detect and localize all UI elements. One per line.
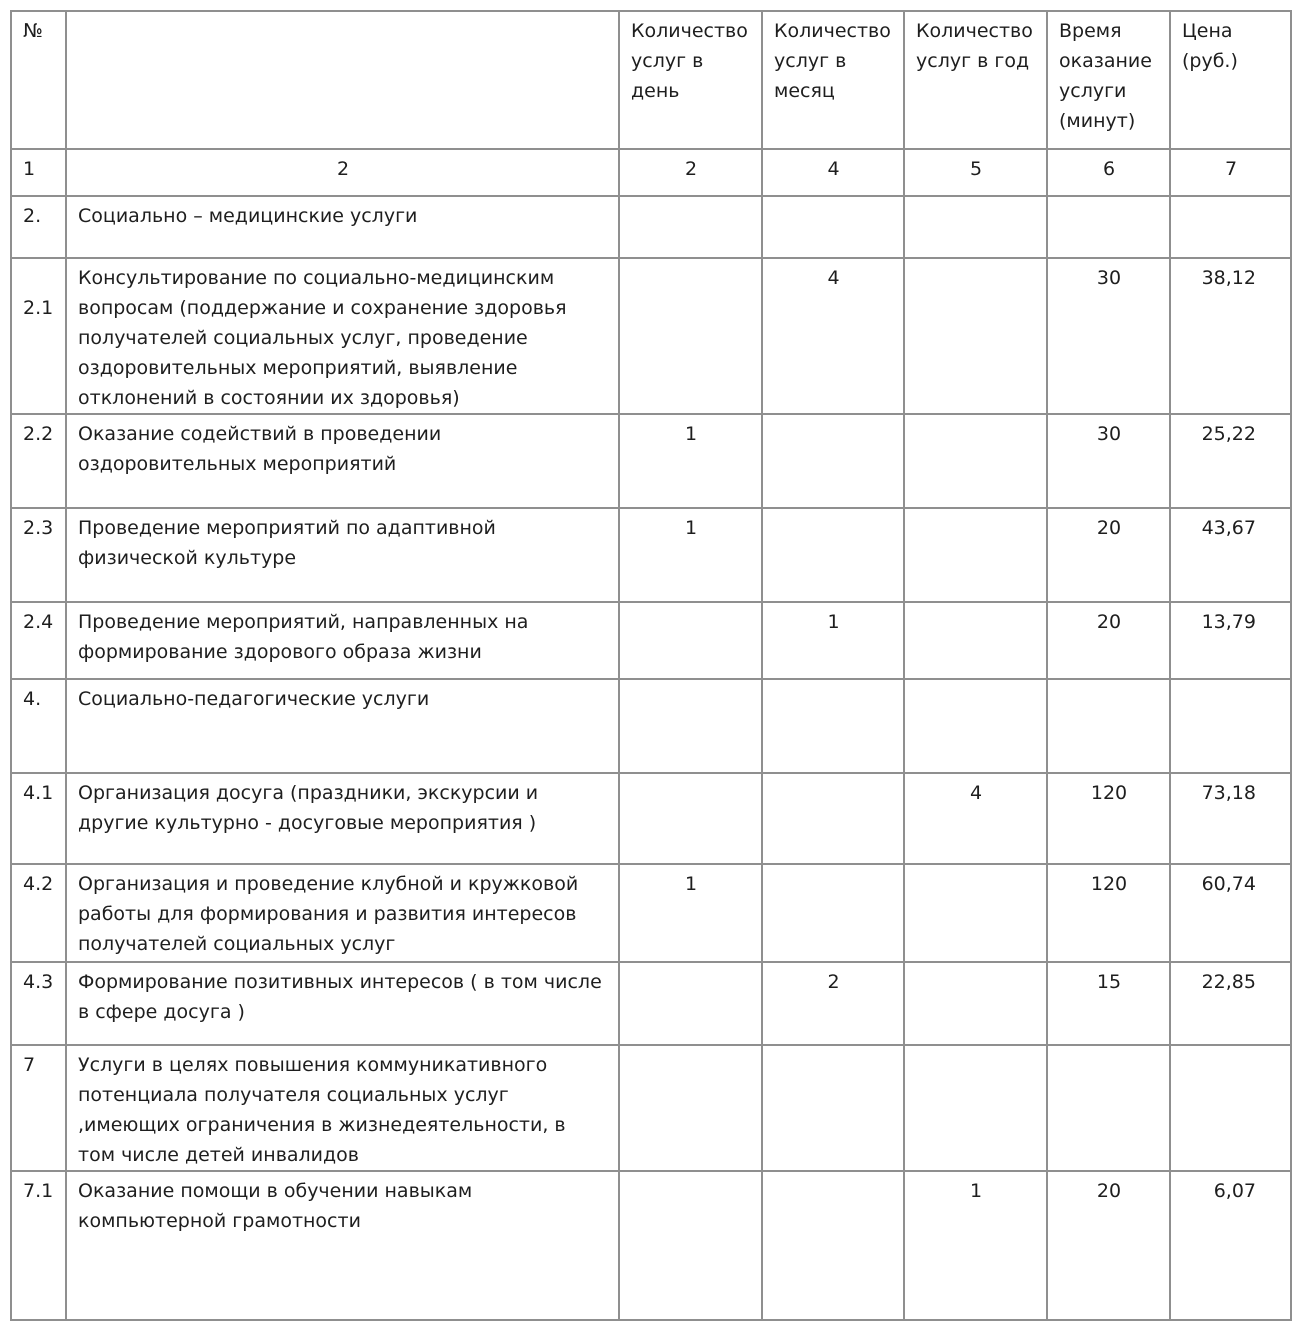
per-day-value: [619, 196, 762, 258]
service-name: Организация и проведение клубной и кружковой работы для формирования и развития интересов получателей социальных услуг: [66, 864, 619, 962]
row-number: 4.1: [11, 773, 66, 864]
per-day-value: [619, 258, 762, 414]
service-name: Формирование позитивных интересов ( в том числе в сфере досуга ): [66, 962, 619, 1045]
per-month-value: [762, 679, 904, 773]
per-day-value: [619, 962, 762, 1045]
price-value: 6,07: [1170, 1171, 1291, 1320]
time-value: [1047, 196, 1170, 258]
per-month-value: 1: [762, 602, 904, 679]
index-cell: 7: [1170, 149, 1291, 196]
per-day-value: [619, 1171, 762, 1320]
time-value: 20: [1047, 508, 1170, 602]
header-per-day: Количество услуг в день: [619, 11, 762, 149]
index-cell: 5: [904, 149, 1047, 196]
index-cell: 2: [619, 149, 762, 196]
price-value: 13,79: [1170, 602, 1291, 679]
per-month-value: [762, 1045, 904, 1171]
row-number: 2.1: [11, 258, 66, 414]
index-cell: 4: [762, 149, 904, 196]
per-year-value: 1: [904, 1171, 1047, 1320]
row-number: 2.4: [11, 602, 66, 679]
per-day-value: 1: [619, 508, 762, 602]
time-value: 120: [1047, 773, 1170, 864]
time-value: 20: [1047, 1171, 1170, 1320]
header-per-month: Количество услуг в месяц: [762, 11, 904, 149]
service-name: Социально-педагогические услуги: [66, 679, 619, 773]
time-value: 15: [1047, 962, 1170, 1045]
row-number: 7.1: [11, 1171, 66, 1320]
row-number: 2.: [11, 196, 66, 258]
table-row: [11, 1045, 1291, 1171]
per-year-value: [904, 1045, 1047, 1171]
table-row: [11, 773, 1291, 864]
header-time: Время оказание услуги (минут): [1047, 11, 1170, 149]
per-month-value: [762, 864, 904, 962]
time-value: 30: [1047, 414, 1170, 508]
per-month-value: 2: [762, 962, 904, 1045]
price-value: [1170, 1045, 1291, 1171]
service-name: Социально – медицинские услуги: [66, 196, 619, 258]
row-number: 4.3: [11, 962, 66, 1045]
table-row: [11, 679, 1291, 773]
price-value: 73,18: [1170, 773, 1291, 864]
per-year-value: [904, 258, 1047, 414]
price-value: [1170, 196, 1291, 258]
index-cell: 2: [66, 149, 619, 196]
header-per-year: Количество услуг в год: [904, 11, 1047, 149]
time-value: 30: [1047, 258, 1170, 414]
time-value: 120: [1047, 864, 1170, 962]
per-year-value: [904, 679, 1047, 773]
per-year-value: 4: [904, 773, 1047, 864]
per-year-value: [904, 962, 1047, 1045]
per-year-value: [904, 508, 1047, 602]
time-value: [1047, 1045, 1170, 1171]
row-number: 2.3: [11, 508, 66, 602]
per-year-value: [904, 864, 1047, 962]
service-name: Консультирование по социально-медицинским вопросам (поддержание и сохранение здоровья получателей социальных услуг, проведение оздоровительных мероприятий, выявление отклонений в состоянии их здоровья): [66, 258, 619, 414]
price-value: [1170, 679, 1291, 773]
table-row: [11, 196, 1291, 258]
service-name: Организация досуга (праздники, экскурсии и другие культурно - досуговые мероприятия ): [66, 773, 619, 864]
table-row: [11, 414, 1291, 508]
per-month-value: [762, 1171, 904, 1320]
per-month-value: [762, 773, 904, 864]
table-row: [11, 864, 1291, 962]
per-day-value: [619, 1045, 762, 1171]
index-cell: 6: [1047, 149, 1170, 196]
header-price: Цена (руб.): [1170, 11, 1291, 149]
per-day-value: [619, 602, 762, 679]
header-no: №: [11, 11, 66, 149]
service-name: Проведение мероприятий по адаптивной физической культуре: [66, 508, 619, 602]
per-month-value: 4: [762, 258, 904, 414]
table-row: [11, 258, 1291, 414]
table-row: [11, 508, 1291, 602]
per-month-value: [762, 508, 904, 602]
per-month-value: [762, 196, 904, 258]
per-day-value: [619, 679, 762, 773]
price-value: 25,22: [1170, 414, 1291, 508]
column-index-row: [11, 149, 1291, 196]
row-number: 7: [11, 1045, 66, 1171]
per-day-value: [619, 773, 762, 864]
per-year-value: [904, 602, 1047, 679]
per-year-value: [904, 196, 1047, 258]
table-row: [11, 602, 1291, 679]
header-name: [66, 11, 619, 149]
service-name: Услуги в целях повышения коммуникативного потенциала получателя социальных услуг ,имеющих ограничения в жизнедеятельности, в том числе детей инвалидов: [66, 1045, 619, 1171]
per-day-value: 1: [619, 864, 762, 962]
row-number: 2.2: [11, 414, 66, 508]
service-name: Оказание содействий в проведении оздоровительных мероприятий: [66, 414, 619, 508]
service-name: Проведение мероприятий, направленных на формирование здорового образа жизни: [66, 602, 619, 679]
per-year-value: [904, 414, 1047, 508]
row-number: 4.2: [11, 864, 66, 962]
per-day-value: 1: [619, 414, 762, 508]
services-table: [10, 10, 1292, 1321]
price-value: 38,12: [1170, 258, 1291, 414]
table-row: [11, 962, 1291, 1045]
row-number: 4.: [11, 679, 66, 773]
price-value: 43,67: [1170, 508, 1291, 602]
service-name: Оказание помощи в обучении навыкам компьютерной грамотности: [66, 1171, 619, 1320]
time-value: [1047, 679, 1170, 773]
per-month-value: [762, 414, 904, 508]
table-row: [11, 1171, 1291, 1320]
index-cell: 1: [11, 149, 66, 196]
price-value: 60,74: [1170, 864, 1291, 962]
price-value: 22,85: [1170, 962, 1291, 1045]
time-value: 20: [1047, 602, 1170, 679]
header-row: [11, 11, 1291, 149]
